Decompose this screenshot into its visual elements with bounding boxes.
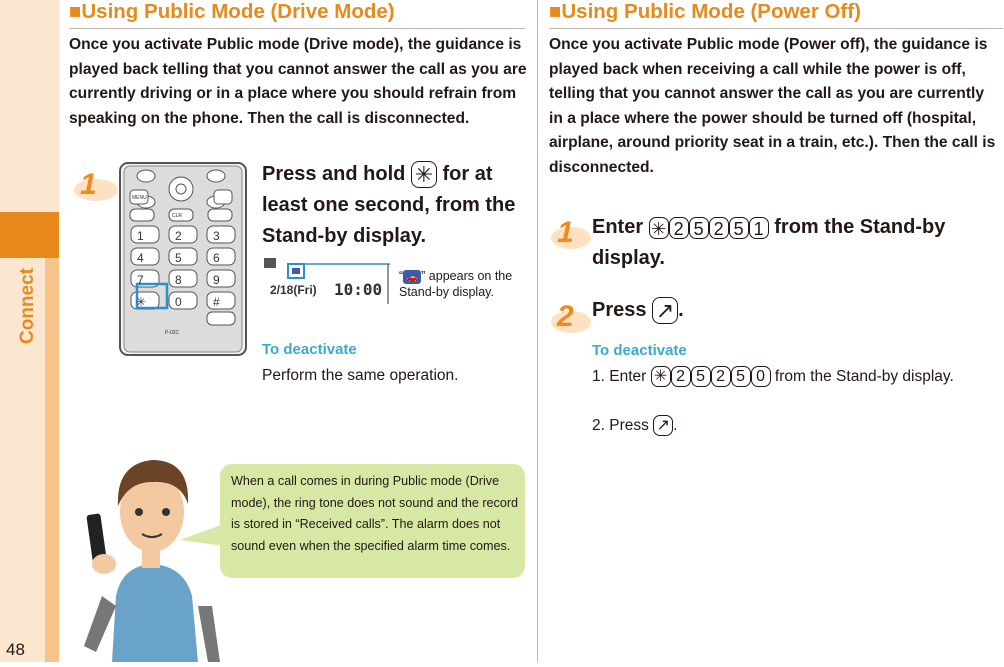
call-key-icon: ↗ (652, 297, 678, 324)
display-callout (399, 268, 519, 300)
list-text: . (673, 417, 678, 434)
callout-quote: “ (399, 269, 404, 283)
svg-text:6: 6 (213, 251, 220, 265)
key-2-icon: 2 (671, 366, 691, 387)
asterisk-key-icon: ✳ (649, 217, 669, 239)
svg-text:8: 8 (175, 273, 182, 287)
character-illustration (72, 446, 232, 662)
svg-text:P-02C: P-02C (165, 330, 180, 336)
right-step-2-badge: 2 (549, 302, 595, 334)
drive-mode-icon: 🚗 (403, 270, 421, 284)
svg-text:MENU: MENU (132, 195, 147, 201)
left-step-1-text (262, 159, 530, 252)
svg-text:3: 3 (213, 229, 220, 243)
section-strip (45, 258, 59, 662)
key-1-icon: 1 (749, 217, 769, 239)
phone-illustration (119, 162, 247, 356)
left-intro: Once you activate Public mode (Drive mode), the guidance is played back telling that you cannot answer the call as you are currently driving or in a place where you should refrain from speaking on the phone. Then the call is disconnected. (69, 36, 527, 127)
right-step-1-text (592, 212, 1000, 274)
list-text: 1. Enter (592, 368, 651, 385)
svg-text:CLR: CLR (172, 213, 183, 219)
key-2-icon: 2 (711, 366, 731, 387)
svg-text:5: 5 (175, 251, 182, 265)
display-date: 2/18(Fri) (270, 283, 317, 297)
step-1-badge: 1 (72, 170, 118, 202)
display-time: 10:00 (334, 280, 383, 299)
key-5-icon: 5 (689, 217, 709, 239)
left-heading: ■Using Public Mode (Drive Mode) (69, 0, 525, 29)
left-deactivate-text: Perform the same operation. (262, 367, 459, 384)
svg-text:9: 9 (213, 273, 220, 287)
asterisk-key-icon: ✳ (651, 366, 671, 387)
asterisk-key-icon: ✳ (411, 161, 437, 188)
svg-text:7: 7 (137, 273, 144, 287)
right-intro: Once you activate Public mode (Power off), the guidance is played back when receiving a call while the power is off, telling that you cannot answer the call as you are currently in a place where the power should be turned off (hospital, airplane, around priority seat in a train, etc.). Then the call is disconnected. (549, 36, 996, 176)
right-deactivate-item-1 (592, 365, 992, 389)
key-2-icon: 2 (669, 217, 689, 239)
list-text: from the Stand-by display. (770, 368, 954, 385)
step-text-part: Press (592, 299, 653, 321)
step-text-part: Press and hold (262, 163, 411, 185)
right-heading: ■Using Public Mode (Power Off) (549, 0, 1003, 29)
key-5-icon: 5 (731, 366, 751, 387)
column-divider (537, 0, 538, 662)
key-5-icon: 5 (691, 366, 711, 387)
step-text-part: Enter (592, 216, 649, 238)
right-step-1-badge: 1 (549, 218, 595, 250)
svg-text:2: 2 (175, 229, 182, 243)
right-step-2-text (592, 295, 892, 326)
section-label: Connect (17, 268, 38, 344)
step-text-part: for at least one second, from the Stand-by display. (262, 163, 516, 247)
key-5-icon: 5 (729, 217, 749, 239)
step-text-part: from the Stand-by display. (592, 216, 946, 269)
call-key-icon: ↗ (653, 415, 673, 436)
callout-text: ” appears on the Stand-by display. (399, 269, 513, 299)
right-deactivate-item-2 (592, 414, 677, 438)
key-0-icon: 0 (751, 366, 771, 387)
speech-text: When a call comes in during Public mode (Drive mode), the ring tone does not sound and the record is stored in “Received calls”. The alarm does not sound even when the specified alarm time comes. (231, 474, 519, 553)
svg-text:#: # (213, 295, 220, 309)
right-deactivate-title: To deactivate (592, 342, 687, 359)
list-text: 2. Press (592, 417, 654, 434)
svg-text:0: 0 (175, 295, 182, 309)
left-deactivate-title: To deactivate (262, 341, 357, 358)
svg-text:1: 1 (137, 229, 144, 243)
svg-text:4: 4 (137, 251, 144, 265)
svg-text:✳: ✳ (136, 295, 147, 309)
page-number: 48 (6, 640, 25, 659)
step-text-part: . (678, 299, 684, 321)
key-2-icon: 2 (709, 217, 729, 239)
